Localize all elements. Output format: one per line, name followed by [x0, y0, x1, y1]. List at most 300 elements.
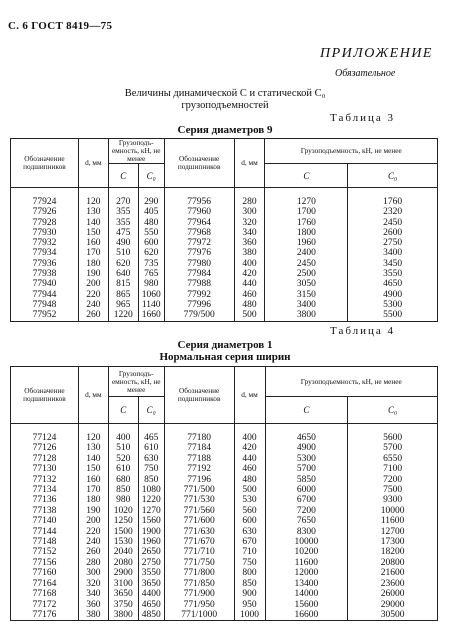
- right-c0-cell: 9300: [348, 495, 438, 505]
- left-c0-cell: 1140: [138, 300, 164, 310]
- left-designation-cell: 77134: [11, 485, 79, 495]
- left-d-cell: 380: [78, 610, 108, 621]
- right-designation-cell: 771/1000: [164, 610, 234, 621]
- left-designation-cell: 77176: [11, 610, 79, 621]
- right-designation-cell: 77996: [164, 300, 234, 310]
- table4-header-c-left: C: [108, 397, 138, 424]
- right-c-cell: 7650: [265, 516, 348, 526]
- right-designation-cell: 77188: [164, 454, 234, 464]
- left-d-cell: 140: [78, 218, 108, 228]
- left-c-cell: 620: [108, 259, 138, 269]
- right-d-cell: 500: [234, 485, 265, 495]
- appendix-title: ПРИЛОЖЕНИЕ: [320, 46, 433, 61]
- table-row: [11, 454, 438, 464]
- table3-header-c0-left: C₀: [138, 164, 164, 188]
- right-c-cell: 12000: [265, 568, 348, 578]
- left-d-cell: 120: [78, 188, 108, 208]
- table-row: [11, 516, 438, 526]
- left-designation-cell: 77138: [11, 506, 79, 516]
- right-designation-cell: 771/900: [164, 589, 234, 599]
- left-c-cell: 510: [108, 248, 138, 258]
- left-designation-cell: 77932: [11, 238, 79, 248]
- right-d-cell: 360: [234, 238, 265, 248]
- table-row: [11, 600, 438, 610]
- right-designation-cell: 77980: [164, 259, 234, 269]
- right-designation-cell: 77184: [164, 443, 234, 453]
- right-c0-cell: 12700: [348, 527, 438, 537]
- left-c0-cell: 480: [138, 218, 164, 228]
- table-row: [11, 207, 438, 217]
- right-c0-cell: 10000: [348, 506, 438, 516]
- table-row: [11, 579, 438, 589]
- right-c-cell: 5700: [265, 464, 348, 474]
- left-c-cell: 1250: [108, 516, 138, 526]
- right-d-cell: 560: [234, 506, 265, 516]
- left-c-cell: 3800: [108, 610, 138, 621]
- right-c0-cell: 5700: [348, 443, 438, 453]
- left-designation-cell: 77156: [11, 558, 79, 568]
- left-c0-cell: 765: [138, 269, 164, 279]
- right-designation-cell: 771/670: [164, 537, 234, 547]
- right-designation-cell: 771/600: [164, 516, 234, 526]
- table3-header-d-right: d, мм: [234, 139, 265, 188]
- right-c0-cell: 7500: [348, 485, 438, 495]
- table-row: [11, 248, 438, 258]
- left-d-cell: 180: [78, 495, 108, 505]
- left-d-cell: 260: [78, 547, 108, 557]
- table-row: [11, 485, 438, 495]
- left-c0-cell: 620: [138, 248, 164, 258]
- right-d-cell: 460: [234, 290, 265, 300]
- table3-header-capacity-right: Грузоподъемность, кН, не менее: [265, 139, 438, 164]
- left-designation-cell: 77940: [11, 279, 79, 289]
- left-d-cell: 140: [78, 454, 108, 464]
- left-c-cell: 355: [108, 218, 138, 228]
- left-c-cell: 965: [108, 300, 138, 310]
- table-row: [11, 290, 438, 300]
- left-designation-cell: 77934: [11, 248, 79, 258]
- right-c-cell: 6000: [265, 485, 348, 495]
- left-designation-cell: 77928: [11, 218, 79, 228]
- table-row: [11, 464, 438, 474]
- right-d-cell: 440: [234, 279, 265, 289]
- table4-header-capacity-right: Грузоподъемность, кН, не менее: [265, 367, 438, 397]
- right-c0-cell: 21600: [348, 568, 438, 578]
- left-c0-cell: 1560: [138, 516, 164, 526]
- left-c0-cell: 465: [138, 424, 164, 444]
- left-c-cell: 3100: [108, 579, 138, 589]
- table-row: [11, 537, 438, 547]
- left-d-cell: 120: [78, 424, 108, 444]
- table4-header-c-right: C: [265, 397, 348, 424]
- right-d-cell: 280: [234, 188, 265, 208]
- left-c-cell: 400: [108, 424, 138, 444]
- right-designation-cell: 771/800: [164, 568, 234, 578]
- left-designation-cell: 77124: [11, 424, 79, 444]
- right-d-cell: 480: [234, 475, 265, 485]
- table4-series: Серия диаметров 1: [177, 339, 273, 351]
- right-d-cell: 300: [234, 207, 265, 217]
- left-designation-cell: 77168: [11, 589, 79, 599]
- table-row: [11, 300, 438, 310]
- left-c0-cell: 1900: [138, 527, 164, 537]
- right-d-cell: 420: [234, 269, 265, 279]
- left-c0-cell: 550: [138, 228, 164, 238]
- right-c-cell: 1760: [265, 218, 348, 228]
- left-c0-cell: 2750: [138, 558, 164, 568]
- right-designation-cell: 77988: [164, 279, 234, 289]
- left-c0-cell: 405: [138, 207, 164, 217]
- right-d-cell: 400: [234, 259, 265, 269]
- left-designation-cell: 77952: [11, 310, 79, 321]
- left-d-cell: 220: [78, 290, 108, 300]
- left-c-cell: 680: [108, 475, 138, 485]
- right-c-cell: 2500: [265, 269, 348, 279]
- right-c0-cell: 3550: [348, 269, 438, 279]
- left-designation-cell: 77144: [11, 527, 79, 537]
- left-d-cell: 240: [78, 537, 108, 547]
- table4-label: Таблица 4: [330, 325, 396, 337]
- right-c0-cell: 1760: [348, 188, 438, 208]
- main-title-line1: Величины динамической C и статической C₀: [124, 88, 326, 99]
- main-title-line2: грузоподъемностей: [181, 100, 269, 111]
- left-d-cell: 300: [78, 568, 108, 578]
- left-designation-cell: 77136: [11, 495, 79, 505]
- table-row: [11, 238, 438, 248]
- left-designation-cell: 77148: [11, 537, 79, 547]
- right-c0-cell: 3450: [348, 259, 438, 269]
- right-c-cell: 3050: [265, 279, 348, 289]
- left-c0-cell: 2650: [138, 547, 164, 557]
- main-title: [0, 88, 450, 112]
- mandatory-note: Обязательное: [335, 68, 396, 79]
- right-c0-cell: 2450: [348, 218, 438, 228]
- right-c0-cell: 26000: [348, 589, 438, 599]
- table3-header-d-left: d, мм: [78, 139, 108, 188]
- right-c0-cell: 6550: [348, 454, 438, 464]
- right-d-cell: 750: [234, 558, 265, 568]
- left-c-cell: 850: [108, 485, 138, 495]
- right-d-cell: 340: [234, 228, 265, 238]
- left-c-cell: 610: [108, 464, 138, 474]
- right-d-cell: 630: [234, 527, 265, 537]
- right-designation-cell: 771/950: [164, 600, 234, 610]
- left-c-cell: 980: [108, 495, 138, 505]
- left-designation-cell: 77172: [11, 600, 79, 610]
- right-designation-cell: 77192: [164, 464, 234, 474]
- left-d-cell: 190: [78, 506, 108, 516]
- left-c0-cell: 3650: [138, 579, 164, 589]
- right-designation-cell: 771/530: [164, 495, 234, 505]
- right-c-cell: 10200: [265, 547, 348, 557]
- left-c0-cell: 1220: [138, 495, 164, 505]
- left-d-cell: 170: [78, 485, 108, 495]
- right-c0-cell: 5600: [348, 424, 438, 444]
- right-designation-cell: 771/710: [164, 547, 234, 557]
- table4: [10, 366, 438, 621]
- right-c-cell: 1270: [265, 188, 348, 208]
- right-c0-cell: 20800: [348, 558, 438, 568]
- left-designation-cell: 77926: [11, 207, 79, 217]
- table3-label: Таблица 3: [330, 112, 396, 124]
- right-c0-cell: 7200: [348, 475, 438, 485]
- right-c0-cell: 2320: [348, 207, 438, 217]
- left-designation-cell: 77924: [11, 188, 79, 208]
- left-c-cell: 1500: [108, 527, 138, 537]
- right-designation-cell: 77984: [164, 269, 234, 279]
- left-designation-cell: 77130: [11, 464, 79, 474]
- table-row: [11, 558, 438, 568]
- table-row: [11, 259, 438, 269]
- table-row: [11, 495, 438, 505]
- right-d-cell: 500: [234, 310, 265, 321]
- left-d-cell: 170: [78, 248, 108, 258]
- right-d-cell: 850: [234, 579, 265, 589]
- right-c0-cell: 4900: [348, 290, 438, 300]
- right-c0-cell: 17300: [348, 537, 438, 547]
- left-c-cell: 270: [108, 188, 138, 208]
- right-designation-cell: 771/560: [164, 506, 234, 516]
- right-c0-cell: 2600: [348, 228, 438, 238]
- table-row: [11, 610, 438, 621]
- right-c0-cell: 23600: [348, 579, 438, 589]
- right-designation-cell: 77968: [164, 228, 234, 238]
- right-d-cell: 460: [234, 464, 265, 474]
- left-d-cell: 340: [78, 589, 108, 599]
- right-c-cell: 2400: [265, 248, 348, 258]
- left-designation-cell: 77160: [11, 568, 79, 578]
- table3-series: Серия диаметров 9: [177, 124, 273, 136]
- left-designation-cell: 77140: [11, 516, 79, 526]
- table3-header-capacity-left: Грузоподъ- емность, кН, не менее: [108, 139, 164, 164]
- left-designation-cell: 77936: [11, 259, 79, 269]
- table3-header-designation-left: Обозначение подшипников: [11, 139, 79, 188]
- right-designation-cell: 77972: [164, 238, 234, 248]
- left-d-cell: 320: [78, 579, 108, 589]
- right-c-cell: 5850: [265, 475, 348, 485]
- right-c0-cell: 30500: [348, 610, 438, 621]
- left-d-cell: 180: [78, 259, 108, 269]
- left-d-cell: 240: [78, 300, 108, 310]
- left-c0-cell: 290: [138, 188, 164, 208]
- left-c0-cell: 735: [138, 259, 164, 269]
- right-c-cell: 16600: [265, 610, 348, 621]
- left-d-cell: 200: [78, 279, 108, 289]
- right-c0-cell: 5300: [348, 300, 438, 310]
- table3: [10, 138, 438, 322]
- left-c0-cell: 1080: [138, 485, 164, 495]
- left-c0-cell: 1060: [138, 290, 164, 300]
- left-designation-cell: 77948: [11, 300, 79, 310]
- table4-header-capacity-left: Грузоподъ- емность, кН, не менее: [108, 367, 164, 397]
- table4-header-d-left: d, мм: [78, 367, 108, 424]
- right-d-cell: 400: [234, 424, 265, 444]
- table-row: [11, 506, 438, 516]
- right-designation-cell: 77992: [164, 290, 234, 300]
- left-c0-cell: 630: [138, 454, 164, 464]
- table-row: [11, 424, 438, 444]
- right-c-cell: 1700: [265, 207, 348, 217]
- right-designation-cell: 771/750: [164, 558, 234, 568]
- right-c0-cell: 29000: [348, 600, 438, 610]
- table-row: [11, 547, 438, 557]
- left-d-cell: 130: [78, 207, 108, 217]
- right-designation-cell: 771/630: [164, 527, 234, 537]
- page-code: С. 6 ГОСТ 8419—75: [8, 20, 113, 32]
- table-row: [11, 527, 438, 537]
- right-d-cell: 480: [234, 300, 265, 310]
- left-c0-cell: 4400: [138, 589, 164, 599]
- left-c0-cell: 3550: [138, 568, 164, 578]
- left-c-cell: 2080: [108, 558, 138, 568]
- right-c-cell: 3150: [265, 290, 348, 300]
- left-c0-cell: 610: [138, 443, 164, 453]
- right-designation-cell: 77196: [164, 475, 234, 485]
- right-d-cell: 800: [234, 568, 265, 578]
- left-c-cell: 640: [108, 269, 138, 279]
- left-c-cell: 3750: [108, 600, 138, 610]
- left-d-cell: 220: [78, 527, 108, 537]
- right-d-cell: 380: [234, 248, 265, 258]
- table4-width-series: Нормальная серия ширин: [159, 351, 291, 363]
- left-c0-cell: 4850: [138, 610, 164, 621]
- left-c0-cell: 750: [138, 464, 164, 474]
- right-d-cell: 710: [234, 547, 265, 557]
- left-c0-cell: 1270: [138, 506, 164, 516]
- right-designation-cell: 779/500: [164, 310, 234, 321]
- right-c0-cell: 5500: [348, 310, 438, 321]
- right-c0-cell: 4650: [348, 279, 438, 289]
- right-c-cell: 10000: [265, 537, 348, 547]
- right-c-cell: 2450: [265, 259, 348, 269]
- left-d-cell: 200: [78, 516, 108, 526]
- right-c-cell: 3800: [265, 310, 348, 321]
- left-c0-cell: 980: [138, 279, 164, 289]
- right-d-cell: 420: [234, 443, 265, 453]
- left-c-cell: 520: [108, 454, 138, 464]
- right-d-cell: 320: [234, 218, 265, 228]
- left-c-cell: 3650: [108, 589, 138, 599]
- right-c0-cell: 2750: [348, 238, 438, 248]
- left-d-cell: 150: [78, 464, 108, 474]
- right-d-cell: 900: [234, 589, 265, 599]
- table4-header-c0-left: C₀: [138, 397, 164, 424]
- left-d-cell: 260: [78, 310, 108, 321]
- left-c-cell: 2900: [108, 568, 138, 578]
- right-c0-cell: 18200: [348, 547, 438, 557]
- table3-header-c0-right: C₀: [348, 164, 438, 188]
- right-c-cell: 4900: [265, 443, 348, 453]
- right-d-cell: 1000: [234, 610, 265, 621]
- right-designation-cell: 771/500: [164, 485, 234, 495]
- left-d-cell: 130: [78, 443, 108, 453]
- table4-header-designation-right: Обозначение подшипников: [164, 367, 234, 424]
- table-row: [11, 310, 438, 321]
- right-c-cell: 8300: [265, 527, 348, 537]
- right-c-cell: 1800: [265, 228, 348, 238]
- right-c-cell: 15600: [265, 600, 348, 610]
- table-row: [11, 218, 438, 228]
- left-c0-cell: 600: [138, 238, 164, 248]
- table-row: [11, 269, 438, 279]
- table3-header-c-right: C: [265, 164, 348, 188]
- right-d-cell: 950: [234, 600, 265, 610]
- right-c-cell: 3400: [265, 300, 348, 310]
- table-row: [11, 443, 438, 453]
- right-c-cell: 11600: [265, 558, 348, 568]
- right-designation-cell: 771/850: [164, 579, 234, 589]
- table-row: [11, 228, 438, 238]
- left-c-cell: 490: [108, 238, 138, 248]
- table-row: [11, 188, 438, 208]
- left-d-cell: 160: [78, 238, 108, 248]
- right-c-cell: 1960: [265, 238, 348, 248]
- left-c-cell: 2040: [108, 547, 138, 557]
- left-d-cell: 280: [78, 558, 108, 568]
- left-designation-cell: 77152: [11, 547, 79, 557]
- right-c-cell: 13400: [265, 579, 348, 589]
- left-designation-cell: 77930: [11, 228, 79, 238]
- right-c0-cell: 7100: [348, 464, 438, 474]
- table4-header-d-right: d, мм: [234, 367, 265, 424]
- table-row: [11, 589, 438, 599]
- left-designation-cell: 77132: [11, 475, 79, 485]
- right-designation-cell: 77180: [164, 424, 234, 444]
- left-designation-cell: 77126: [11, 443, 79, 453]
- left-designation-cell: 77164: [11, 579, 79, 589]
- right-c-cell: 6700: [265, 495, 348, 505]
- table-row: [11, 568, 438, 578]
- left-c-cell: 1020: [108, 506, 138, 516]
- left-c-cell: 355: [108, 207, 138, 217]
- table-row: [11, 475, 438, 485]
- left-d-cell: 360: [78, 600, 108, 610]
- right-designation-cell: 77960: [164, 207, 234, 217]
- table3-header-c-left: C: [108, 164, 138, 188]
- left-designation-cell: 77128: [11, 454, 79, 464]
- left-c0-cell: 850: [138, 475, 164, 485]
- right-c-cell: 4650: [265, 424, 348, 444]
- right-designation-cell: 77964: [164, 218, 234, 228]
- right-c-cell: 7200: [265, 506, 348, 516]
- left-designation-cell: 77944: [11, 290, 79, 300]
- left-c0-cell: 1660: [138, 310, 164, 321]
- right-d-cell: 600: [234, 516, 265, 526]
- right-c-cell: 5300: [265, 454, 348, 464]
- right-c0-cell: 3400: [348, 248, 438, 258]
- left-c-cell: 1220: [108, 310, 138, 321]
- left-d-cell: 190: [78, 269, 108, 279]
- left-c-cell: 815: [108, 279, 138, 289]
- left-c0-cell: 1960: [138, 537, 164, 547]
- table4-header-designation-left: Обозначение подшипников: [11, 367, 79, 424]
- left-designation-cell: 77938: [11, 269, 79, 279]
- right-designation-cell: 77976: [164, 248, 234, 258]
- left-c-cell: 865: [108, 290, 138, 300]
- right-d-cell: 530: [234, 495, 265, 505]
- left-d-cell: 150: [78, 228, 108, 238]
- right-c-cell: 14000: [265, 589, 348, 599]
- right-designation-cell: 77956: [164, 188, 234, 208]
- left-c0-cell: 4650: [138, 600, 164, 610]
- right-c0-cell: 11600: [348, 516, 438, 526]
- left-c-cell: 475: [108, 228, 138, 238]
- left-c-cell: 1530: [108, 537, 138, 547]
- table3-header-designation-right: Обозначение подшипников: [164, 139, 234, 188]
- table4-header-c0-right: C₀: [348, 397, 438, 424]
- left-c-cell: 510: [108, 443, 138, 453]
- left-d-cell: 160: [78, 475, 108, 485]
